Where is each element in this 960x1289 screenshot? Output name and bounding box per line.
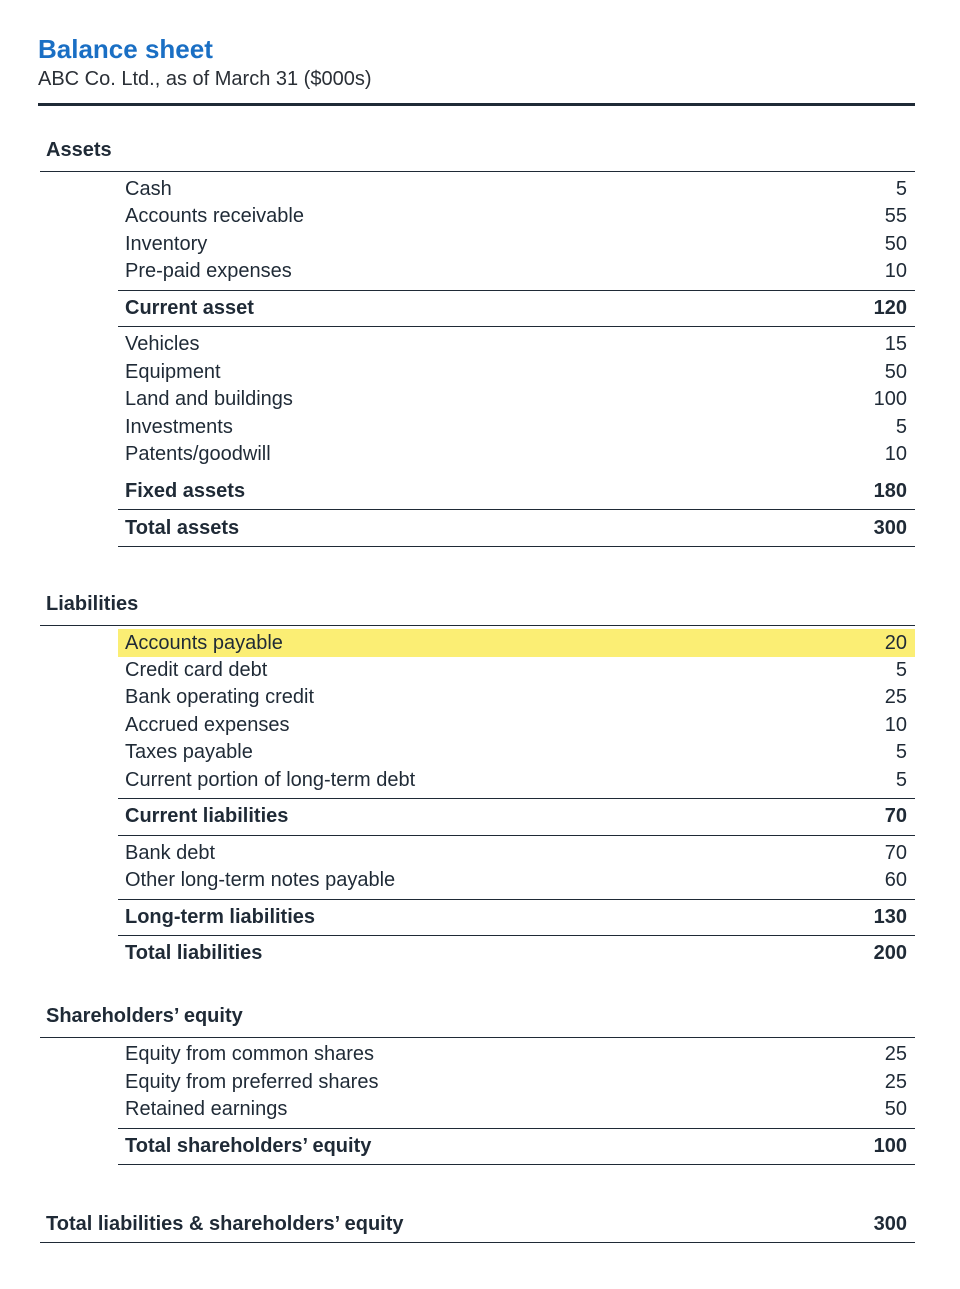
row-label: Current liabilities [125, 805, 289, 827]
section-title-liabilities: Liabilities [46, 593, 139, 615]
row-divider [118, 1164, 915, 1165]
row-label: Investments [125, 416, 233, 438]
table-row [118, 839, 915, 867]
row-value: 25 [884, 1071, 907, 1093]
row-value: 5 [895, 769, 907, 791]
bottom-divider [40, 1242, 915, 1243]
row-label: Bank operating credit [125, 686, 315, 708]
page-title: Balance sheet [38, 34, 213, 64]
row-label: Pre-paid expenses [125, 260, 292, 282]
row-divider [118, 935, 915, 936]
row-value: 120 [873, 297, 907, 319]
page-subtitle: ABC Co. Ltd., as of March 31 ($000s) [38, 68, 372, 90]
row-label: Accounts payable [125, 632, 283, 654]
row-label: Patents/goodwill [125, 443, 271, 465]
table-row [118, 257, 915, 285]
row-divider [118, 509, 915, 510]
table-row [118, 1095, 915, 1123]
section-title-assets: Assets [46, 139, 112, 161]
section-divider [40, 171, 915, 172]
table-row [118, 413, 915, 441]
header-divider [38, 103, 915, 106]
row-value: 70 [884, 805, 907, 827]
row-value: 100 [873, 388, 907, 410]
row-value: 180 [873, 480, 907, 502]
row-label: Equipment [125, 361, 221, 383]
subtotal-row [118, 477, 915, 505]
row-label: Land and buildings [125, 388, 293, 410]
table-row [118, 711, 915, 739]
section-divider [40, 625, 915, 626]
row-value: 300 [873, 1213, 907, 1235]
row-value: 50 [884, 233, 907, 255]
row-label: Fixed assets [125, 480, 246, 502]
table-row [118, 230, 915, 258]
row-divider [118, 546, 915, 547]
row-value: 25 [884, 686, 907, 708]
subtotal-row [118, 903, 915, 931]
row-value: 5 [895, 416, 907, 438]
table-row [118, 656, 915, 684]
row-label: Taxes payable [125, 741, 253, 763]
row-value: 25 [884, 1043, 907, 1065]
row-label: Bank debt [125, 842, 216, 864]
row-label: Total liabilities & shareholders’ equity [46, 1213, 404, 1235]
row-divider [118, 290, 915, 291]
table-row [118, 1068, 915, 1096]
total-row [118, 939, 915, 967]
row-label: Inventory [125, 233, 208, 255]
row-divider [118, 798, 915, 799]
row-label: Credit card debt [125, 659, 268, 681]
row-divider [118, 835, 915, 836]
table-row [118, 683, 915, 711]
subtotal-row [118, 294, 915, 322]
row-label: Total liabilities [125, 942, 263, 964]
total-row [118, 514, 915, 542]
table-row [118, 330, 915, 358]
table-row [118, 202, 915, 230]
table-row [118, 175, 915, 203]
row-value: 200 [873, 942, 907, 964]
row-label: Current asset [125, 297, 254, 319]
row-value: 130 [873, 906, 907, 928]
section-title-equity: Shareholders’ equity [46, 1005, 243, 1027]
row-value: 70 [884, 842, 907, 864]
row-label: Current portion of long-term debt [125, 769, 416, 791]
row-value: 5 [895, 178, 907, 200]
section-divider [40, 1037, 915, 1038]
row-value: 60 [884, 869, 907, 891]
row-value: 10 [884, 714, 907, 736]
row-value: 10 [884, 443, 907, 465]
row-value: 50 [884, 361, 907, 383]
subtotal-row [118, 802, 915, 830]
grand-total-row [40, 1210, 915, 1240]
row-value: 55 [884, 205, 907, 227]
table-row [118, 738, 915, 766]
row-value: 10 [884, 260, 907, 282]
row-value: 50 [884, 1098, 907, 1120]
row-value: 5 [895, 741, 907, 763]
row-divider [118, 1128, 915, 1129]
table-row [118, 866, 915, 894]
row-value: 300 [873, 517, 907, 539]
table-row [118, 766, 915, 794]
row-label: Accounts receivable [125, 205, 304, 227]
row-label: Equity from preferred shares [125, 1071, 379, 1093]
table-row [118, 385, 915, 413]
row-divider [118, 326, 915, 327]
table-row [118, 358, 915, 386]
row-label: Total assets [125, 517, 240, 539]
row-value: 15 [884, 333, 907, 355]
row-label: Retained earnings [125, 1098, 288, 1120]
row-label: Vehicles [125, 333, 200, 355]
total-row [118, 1132, 915, 1160]
row-label: Other long-term notes payable [125, 869, 396, 891]
row-label: Accrued expenses [125, 714, 290, 736]
row-label: Total shareholders’ equity [125, 1135, 372, 1157]
table-row [118, 440, 915, 468]
row-divider [118, 899, 915, 900]
table-row [118, 1040, 915, 1068]
row-label: Equity from common shares [125, 1043, 374, 1065]
row-label: Cash [125, 178, 172, 200]
row-label: Long-term liabilities [125, 906, 316, 928]
row-value: 100 [873, 1135, 907, 1157]
table-row-highlighted [118, 629, 915, 657]
row-value: 5 [895, 659, 907, 681]
row-value: 20 [884, 632, 907, 654]
